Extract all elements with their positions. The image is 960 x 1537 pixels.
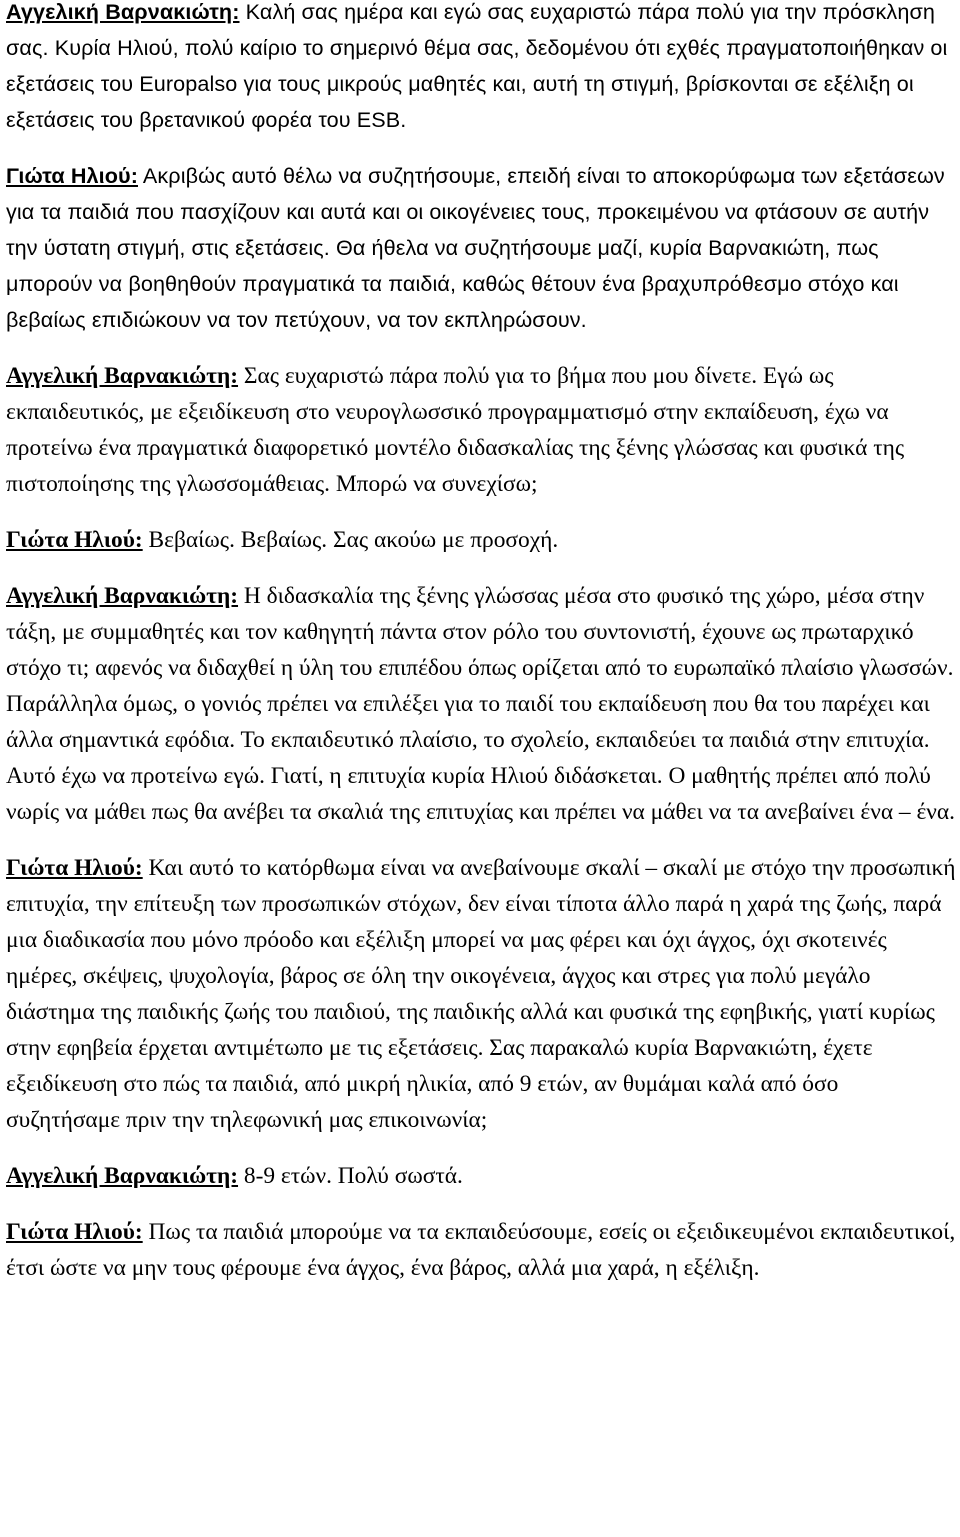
speaker-name: Γιώτα Ηλιού: (6, 855, 143, 881)
speaker-name: Αγγελική Βαρνακιώτη: (6, 1163, 239, 1189)
dialogue-turn-1 (6, 0, 956, 138)
dialogue-turn-7 (6, 1158, 956, 1194)
dialogue-turn-4 (6, 522, 956, 558)
dialogue-turn-5 (6, 578, 956, 830)
dialogue-text: Σας ευχαριστώ πάρα πολύ για το βήμα που μου δίνετε. Εγώ ως εκπαιδευτικός, με εξειδίκευση στο νευρογλωσσικό προγραμματισμό στην εκπαίδευση, έχω να προτείνω ένα πραγματικά διαφορετικό μοντέλο διδασκαλίας της ξένης γλώσσας και φυσικά της πιστοποίησης της γλωσσομάθειας. Μπορώ να συνεχίσω; (6, 363, 905, 497)
speaker-name: Αγγελική Βαρνακιώτη: (6, 583, 239, 609)
dialogue-text: Ακριβώς αυτό θέλω να συζητήσουμε, επειδή είναι το αποκορύφωμα των εξετάσεων για τα παιδιά που πασχίζουν και αυτά και οι οικογένειες τους, προκειμένου να φτάσουν σε αυτήν την ύστατη στιγμή, στις εξετάσεις. Θα ήθελα να συζητήσουμε μαζί, κυρία Βαρνακιώτη, πως μπορούν να βοηθηθούν πραγματικά τα παιδιά, καθώς θέτουν ένα βραχυπρόθεσμο στόχο και βεβαίως επιδιώκουν να τον πετύχουν, να τον εκπληρώσουν. (6, 163, 945, 332)
dialogue-text: 8-9 ετών. Πολύ σωστά. (238, 1163, 463, 1189)
speaker-name: Γιώτα Ηλιού: (6, 163, 138, 188)
dialogue-turn-3 (6, 358, 956, 502)
dialogue-turn-6 (6, 850, 956, 1138)
dialogue-text: Καλή σας ημέρα και εγώ σας ευχαριστώ πάρα πολύ για την πρόσκληση σας. Κυρία Ηλιού, πολύ καίριο το σημερινό θέμα σας, δεδομένου ότι εχθές πραγματοποιήθηκαν οι εξετάσεις του Europalso για τους μικρούς μαθητές και, αυτή τη στιγμή, βρίσκονται σε εξέλιξη οι εξετάσεις του βρετανικού φορέα του ESB. (6, 0, 948, 132)
speaker-name: Αγγελική Βαρνακιώτη: (6, 0, 240, 24)
speaker-name: Γιώτα Ηλιού: (6, 1219, 143, 1245)
speaker-name: Αγγελική Βαρνακιώτη: (6, 363, 239, 389)
dialogue-text: Και αυτό το κατόρθωμα είναι να ανεβαίνουμε σκαλί – σκαλί με στόχο την προσωπική επιτυχία, την επίτευξη των προσωπικών στόχων, δεν είναι τίποτα άλλο παρά η χαρά της ζωής, παρά μια διαδικασία που μόνο πρόοδο και εξέλιξη μπορεί να μας φέρει και όχι άγχος, όχι σκοτεινές ημέρες, σκέψεις, ψυχολογία, βάρος σε όλη την οικογένεια, άγχος και στρες για πολύ μεγάλο διάστημα της παιδικής ζωής του παιδιού, της παιδικής αλλά και φυσικά της εφηβικής, γιατί κυρίως στην εφηβεία έρχεται αντιμέτωπο με τις εξετάσεις. Σας παρακαλώ κυρία Βαρνακιώτη, έχετε εξειδίκευση στο πώς τα παιδιά, από μικρή ηλικία, από 9 ετών, αν θυμάμαι καλά από όσο συζητήσαμε πριν την τηλεφωνική μας επικοινωνία; (6, 855, 956, 1133)
speaker-name: Γιώτα Ηλιού: (6, 527, 143, 553)
dialogue-text: Βεβαίως. Βεβαίως. Σας ακούω με προσοχή. (142, 527, 559, 553)
dialogue-turn-8 (6, 1214, 956, 1286)
dialogue-turn-2 (6, 158, 956, 338)
dialogue-text: Πως τα παιδιά μπορούμε να τα εκπαιδεύσουμε, εσείς οι εξειδικευμένοι εκπαιδευτικοί, έτσι ώστε να μην τους φέρουμε ένα άγχος, ένα βάρος, αλλά μια χαρά, η εξέλιξη. (6, 1219, 956, 1281)
dialogue-text: Η διδασκαλία της ξένης γλώσσας μέσα στο φυσικό της χώρο, μέσα στην τάξη, με συμμαθητές και τον καθηγητή πάντα στον ρόλο του συντονιστή, έχουνε ως πρωταρχικό στόχο τι; αφενός να διδαχθεί η ύλη του επιπέδου όπως ορίζεται από το ευρωπαϊκό πλαίσιο γλωσσών. Παράλληλα όμως, ο γονιός πρέπει να επιλέξει για το παιδί του εκπαίδευση που θα του παρέχει και άλλα σημαντικά εφόδια. Το εκπαιδευτικό πλαίσιο, το σχολείο, εκπαιδεύει τα παιδιά στην επιτυχία. Αυτό έχω να προτείνω εγώ. Γιατί, η επιτυχία κυρία Ηλιού διδάσκεται. Ο μαθητής πρέπει από πολύ νωρίς να μάθει πως θα ανέβει τα σκαλιά της επιτυχίας και πρέπει να μάθει να τα ανεβαίνει ένα – ένα. (6, 583, 955, 825)
